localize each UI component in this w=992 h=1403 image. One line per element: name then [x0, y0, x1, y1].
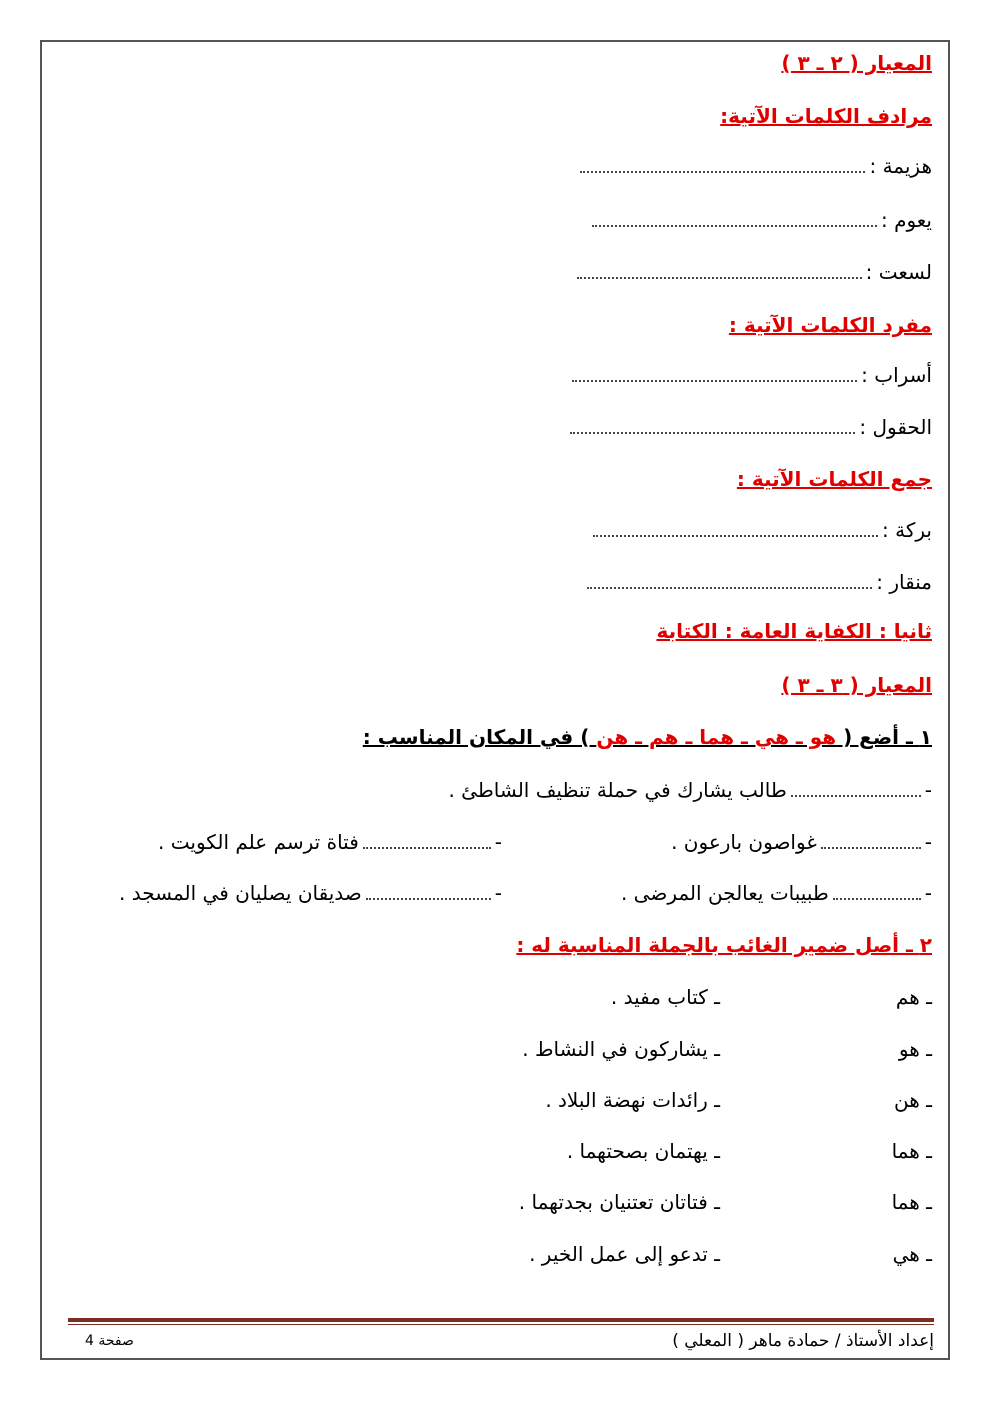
answer-blank[interactable]: [572, 370, 857, 382]
writing-section-heading: ثانيا : الكفاية العامة : الكتابة: [656, 619, 932, 643]
answer-blank[interactable]: [833, 888, 921, 900]
q1-item-1: -طالب يشارك في حملة تنظيف الشاطئ .: [448, 778, 932, 802]
q2-sentence-4: ـ يهتمان بصحتهما .: [566, 1139, 720, 1163]
synonym-item-2: يعوم :: [588, 210, 932, 230]
footer-rule-thin: [68, 1324, 934, 1325]
footer-page-number: صفحة 4: [85, 1333, 134, 1349]
answer-blank[interactable]: [570, 422, 855, 434]
q2-sentence-6: ـ تدعو إلى عمل الخير .: [529, 1242, 720, 1266]
q2-pronoun-1: ـ هم: [895, 985, 932, 1009]
q2-pronoun-4: ـ هما: [891, 1139, 932, 1163]
q1-item-3: -فتاة ترسم علم الكويت .: [158, 830, 502, 854]
page-border: [40, 40, 950, 1360]
question-1-heading: ١ ـ أضع ( هو ـ هي ـ هما ـ هم ـ هن ) في المكان المناسب :: [362, 725, 932, 749]
plural-item-1: بركة :: [589, 520, 932, 540]
q2-sentence-2: ـ يشاركون في النشاط .: [522, 1037, 720, 1061]
answer-blank[interactable]: [366, 888, 491, 900]
singular-item-2: الحقول :: [566, 417, 932, 437]
q2-pronoun-5: ـ هما: [891, 1190, 932, 1214]
answer-blank[interactable]: [791, 785, 921, 797]
singular-heading: مفرد الكلمات الآتية :: [728, 313, 932, 337]
singular-item-1: أسراب :: [568, 365, 932, 385]
q2-pronoun-3: ـ هن: [894, 1088, 932, 1112]
answer-blank[interactable]: [821, 837, 921, 849]
standard-2-3-heading: المعيار ( ٢ ـ ٣ ): [781, 51, 932, 75]
q1-item-2: -غواصون بارعون .: [671, 830, 932, 854]
q1-item-4: -طبيبات يعالجن المرضى .: [620, 881, 932, 905]
q2-pronoun-2: ـ هو: [898, 1037, 932, 1061]
plural-item-2: منقار :: [583, 572, 932, 592]
question-2-heading: ٢ ـ أصل ضمير الغائب بالجملة المناسبة له :: [516, 933, 932, 957]
answer-blank[interactable]: [592, 215, 877, 227]
answer-blank[interactable]: [580, 161, 865, 173]
q2-sentence-1: ـ كتاب مفيد .: [610, 985, 720, 1009]
q2-sentence-3: ـ رائدات نهضة البلاد .: [545, 1088, 720, 1112]
answer-blank[interactable]: [577, 267, 862, 279]
answer-blank[interactable]: [587, 577, 872, 589]
synonym-item-1: هزيمة :: [576, 156, 932, 176]
pronoun-list: هو ـ هي ـ هما ـ هم ـ هن: [596, 725, 837, 749]
plural-heading: جمع الكلمات الآتية :: [736, 467, 932, 491]
synonym-item-3: لسعت :: [573, 262, 932, 282]
q1-item-5: -صديقان يصليان في المسجد .: [119, 881, 502, 905]
answer-blank[interactable]: [593, 525, 878, 537]
standard-3-3-heading: المعيار ( ٣ ـ ٣ ): [781, 673, 932, 697]
q2-sentence-5: ـ فتاتان تعتنيان بجدتهما .: [518, 1190, 720, 1214]
q2-pronoun-6: ـ هي: [892, 1242, 932, 1266]
footer-author: إعداد الأستاذ / حمادة ماهر ( المعلي ): [672, 1331, 934, 1351]
footer-rule-thick: [68, 1318, 934, 1322]
synonyms-heading: مرادف الكلمات الآتية:: [720, 104, 932, 128]
answer-blank[interactable]: [363, 837, 491, 849]
